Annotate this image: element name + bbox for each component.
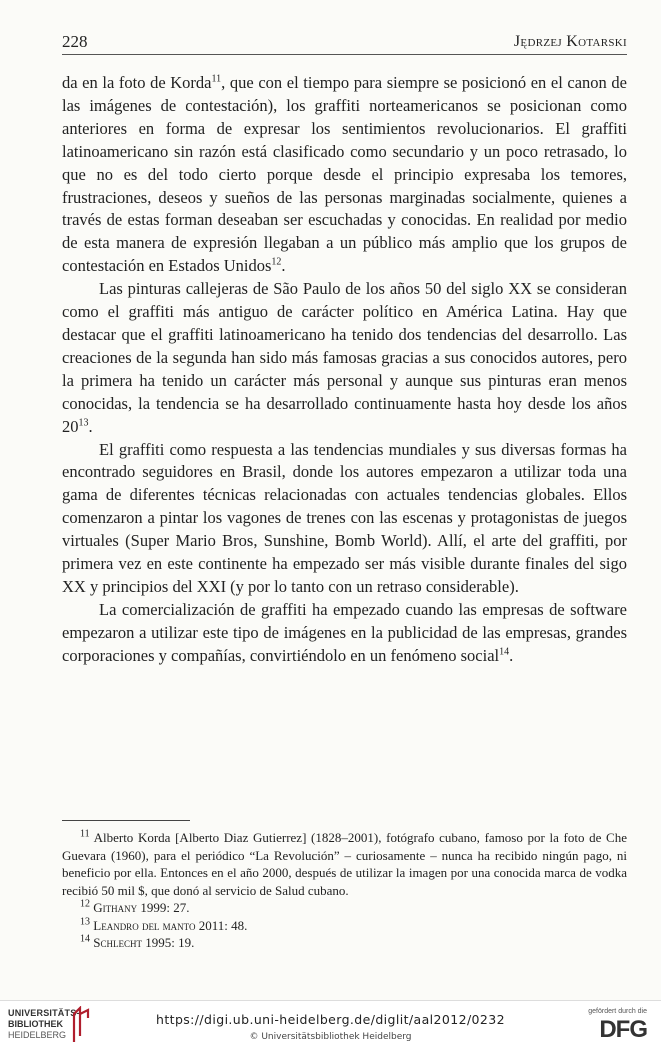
footnote-citation: 2011: 48. bbox=[198, 917, 248, 933]
footnotes bbox=[62, 829, 627, 952]
paragraph-2-text-a: Las pinturas callejeras de São Paulo de los años 50 del siglo XX se consideran como el graffiti más antiguo de carácter político en América Latina. Hay que destacar que el graffiti latinoamericano ha tenido dos tendencias del desarrollo. Las creaciones de la segunda han sido más famosas gracias a sus conocidos autores, pero la primera ha tenido un carácter más personal y aunque sus pinturas eran menos conocidas, la tendencia se ha desarrollado continuamente hasta hoy desde los años 20 bbox=[62, 279, 627, 436]
paragraph-1-text-c: . bbox=[281, 256, 286, 276]
footnote-author: Leandro del manto bbox=[93, 917, 196, 933]
footnote-separator bbox=[62, 820, 190, 821]
footnote-text: Alberto Korda [Alberto Diaz Gutierrez] (1828–2001), fotógrafo cubano, famoso por la foto de Che Guevara (1960), para el periódico “La Revolución” – curiosamente – nunca ha recibido ningún pago, ni beneficio por ella. Entonces en el año 2000, después de utilizar la imagen por una conocida marca de vodka recibió 50 mil $, que donó al servicio de Salud cubano. bbox=[62, 830, 627, 898]
paragraph-1-text-b: , que con el tiempo para siempre se posicionó en el canon de las imágenes de contestación), los graffiti norteamericanos se posicionan como anteriores en forma de expresar los sentimientos revolucionarios. El graffiti latinoamericano sin razón está clasificado como secundario y un poco retrasado, lo que no es del todo cierto porque desde el principio expresaba los temores, frustraciones, deseos y sueños de las personas marginadas socialmente, quienes a través de estas forman deseaban ser escuchadas y conocidas. En realidad por medio de esta manera de expresión llegaban a un público más amplio que los grupos de contestación en Estados Unidos bbox=[62, 73, 627, 276]
paragraph-4 bbox=[62, 599, 627, 668]
footnote-number: 12 bbox=[80, 898, 90, 910]
copyright-notice: © Universitätsbibliothek Heidelberg bbox=[249, 1032, 412, 1042]
paragraph-4-text-b: . bbox=[509, 645, 514, 665]
running-head-author: Jędrzej Kotarski bbox=[513, 33, 627, 50]
page-header bbox=[62, 32, 627, 55]
paragraph-1 bbox=[62, 72, 627, 278]
footnote-citation: 1995: 19. bbox=[145, 935, 195, 950]
paragraph-2 bbox=[62, 278, 627, 438]
paragraph-3: El graffiti como respuesta a las tendencias mundiales y sus diversas formas ha encontrado seguidores en Brasil, donde los autores empezaron a utilizar toda una gama de diferentes técnicas relacionadas con actuales tendencias globales. Ellos comenzaron a pintar los vagones de trenes con las escenas y protagonistas de juegos virtuales (Super Mario Bros, Sunshine, Bomb World). Allí, el arte del graffiti, por primera vez en este continente ha empezado ser más visible durante finales del sigo XX y principios del XXI (y por lo tanto con un retraso considerable). bbox=[62, 439, 627, 596]
dfg-logo: DFG bbox=[599, 1016, 647, 1043]
footnote-author: Schlecht bbox=[93, 935, 142, 950]
paragraph-4-text-a: La comercialización de graffiti ha empezado cuando las empresas de software empezaron a utilizar este tipo de imágenes en la publicidad de las empresas, grandes corporaciones y compañías, convirtiéndolo en un fenómeno social bbox=[62, 599, 627, 665]
footnote-number: 13 bbox=[80, 916, 90, 928]
funding-logo[interactable] bbox=[567, 1008, 647, 1044]
footnote-11 bbox=[62, 829, 627, 899]
footnote-12 bbox=[62, 899, 627, 917]
permalink-url[interactable]: https://digi.ub.uni-heidelberg.de/diglit/aal2012/0232 bbox=[156, 1012, 505, 1027]
footnote-number: 14 bbox=[80, 933, 90, 945]
footnote-14 bbox=[62, 934, 627, 952]
paragraph-1-text-a: da en la foto de Korda bbox=[62, 73, 212, 92]
footnote-number: 11 bbox=[80, 828, 90, 840]
footnote-ref-12[interactable]: 12 bbox=[271, 256, 282, 268]
footnote-citation: 1999: 27. bbox=[140, 900, 190, 915]
footnote-ref-14[interactable]: 14 bbox=[499, 646, 510, 658]
funded-by-label: gefördert durch die bbox=[588, 1008, 647, 1015]
main-text bbox=[62, 72, 627, 668]
page-number: 228 bbox=[62, 32, 88, 51]
library-name-line2: BIBLIOTHEK bbox=[8, 1019, 63, 1029]
footnote-author: Githany bbox=[93, 900, 138, 915]
library-name-line1: UNIVERSITÄTS- bbox=[8, 1008, 80, 1018]
paragraph-2-text-b: . bbox=[88, 416, 93, 436]
footnote-ref-13[interactable]: 13 bbox=[78, 417, 89, 429]
library-name-line3: HEIDELBERG bbox=[8, 1030, 67, 1040]
footnote-13 bbox=[62, 917, 627, 935]
viewer-footer bbox=[0, 1000, 661, 1050]
footnote-ref-11[interactable]: 11 bbox=[211, 73, 222, 85]
